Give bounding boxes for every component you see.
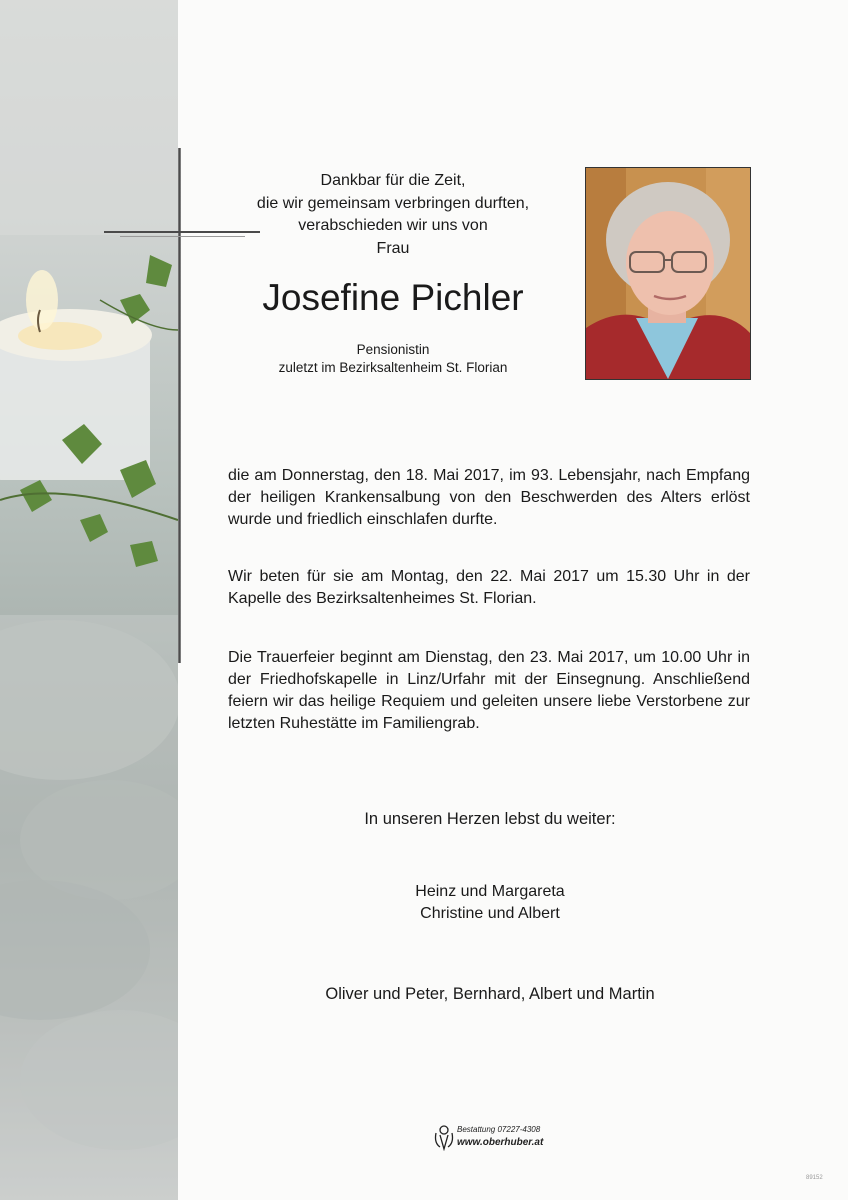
deceased-details xyxy=(250,341,536,377)
mourner-line-1: Heinz und Margareta xyxy=(415,883,565,900)
portrait-photo xyxy=(585,167,751,380)
cross-horizontal-shadow xyxy=(120,236,245,237)
intro-line-1: Dankbar für die Zeit, xyxy=(320,172,466,189)
death-notice-paragraph: die am Donnerstag, den 18. Mai 2017, im 93. Lebensjahr, nach Empfang der heiligen Krankensalbung von den Beschwerden des Alters erlöst wurde und friedlich einschlafen durfte. xyxy=(228,467,750,528)
intro-text xyxy=(228,170,558,260)
prayer-paragraph: Wir beten für sie am Montag, den 22. Mai 2017 um 15.30 Uhr in der Kapelle des Bezirksaltenheimes St. Florian. xyxy=(228,568,750,607)
occupation: Pensionistin xyxy=(356,342,430,357)
funeral-home-logo xyxy=(433,1123,563,1153)
mourner-line-2: Christine und Albert xyxy=(420,905,560,922)
last-residence: zuletzt im Bezirksaltenheim St. Florian xyxy=(278,360,508,375)
cross-vertical-bar xyxy=(178,148,181,663)
document-code: 89152 xyxy=(806,1175,823,1181)
company-phone: Bestattung 07227-4308 xyxy=(457,1125,541,1134)
funeral-paragraph: Die Trauerfeier beginnt am Dienstag, den 23. Mai 2017, um 10.00 Uhr in der Friedhofskapelle in Linz/Urfahr mit der Einsegnung. Anschließend feiern wir das heilige Requiem und geleiten unsere liebe Verstorbene zur letzten Ruhestätte im Familiengrab. xyxy=(228,649,750,732)
mourners-heading: In unseren Herzen lebst du weiter: xyxy=(364,810,616,828)
intro-line-2: die wir gemeinsam verbringen durften, xyxy=(256,194,530,212)
candle-ivy-decoration xyxy=(0,0,178,1200)
angel-logo-icon xyxy=(433,1123,455,1151)
company-website: www.oberhuber.at xyxy=(457,1137,544,1148)
mourners-family xyxy=(260,881,720,925)
deceased-name: Josefine Pichler xyxy=(262,277,524,318)
intro-line-3: verabschieden wir uns von xyxy=(298,217,488,234)
mourner-line-3: Oliver und Peter, Bernhard, Albert und Martin xyxy=(325,985,655,1003)
intro-line-4: Frau xyxy=(376,239,410,257)
